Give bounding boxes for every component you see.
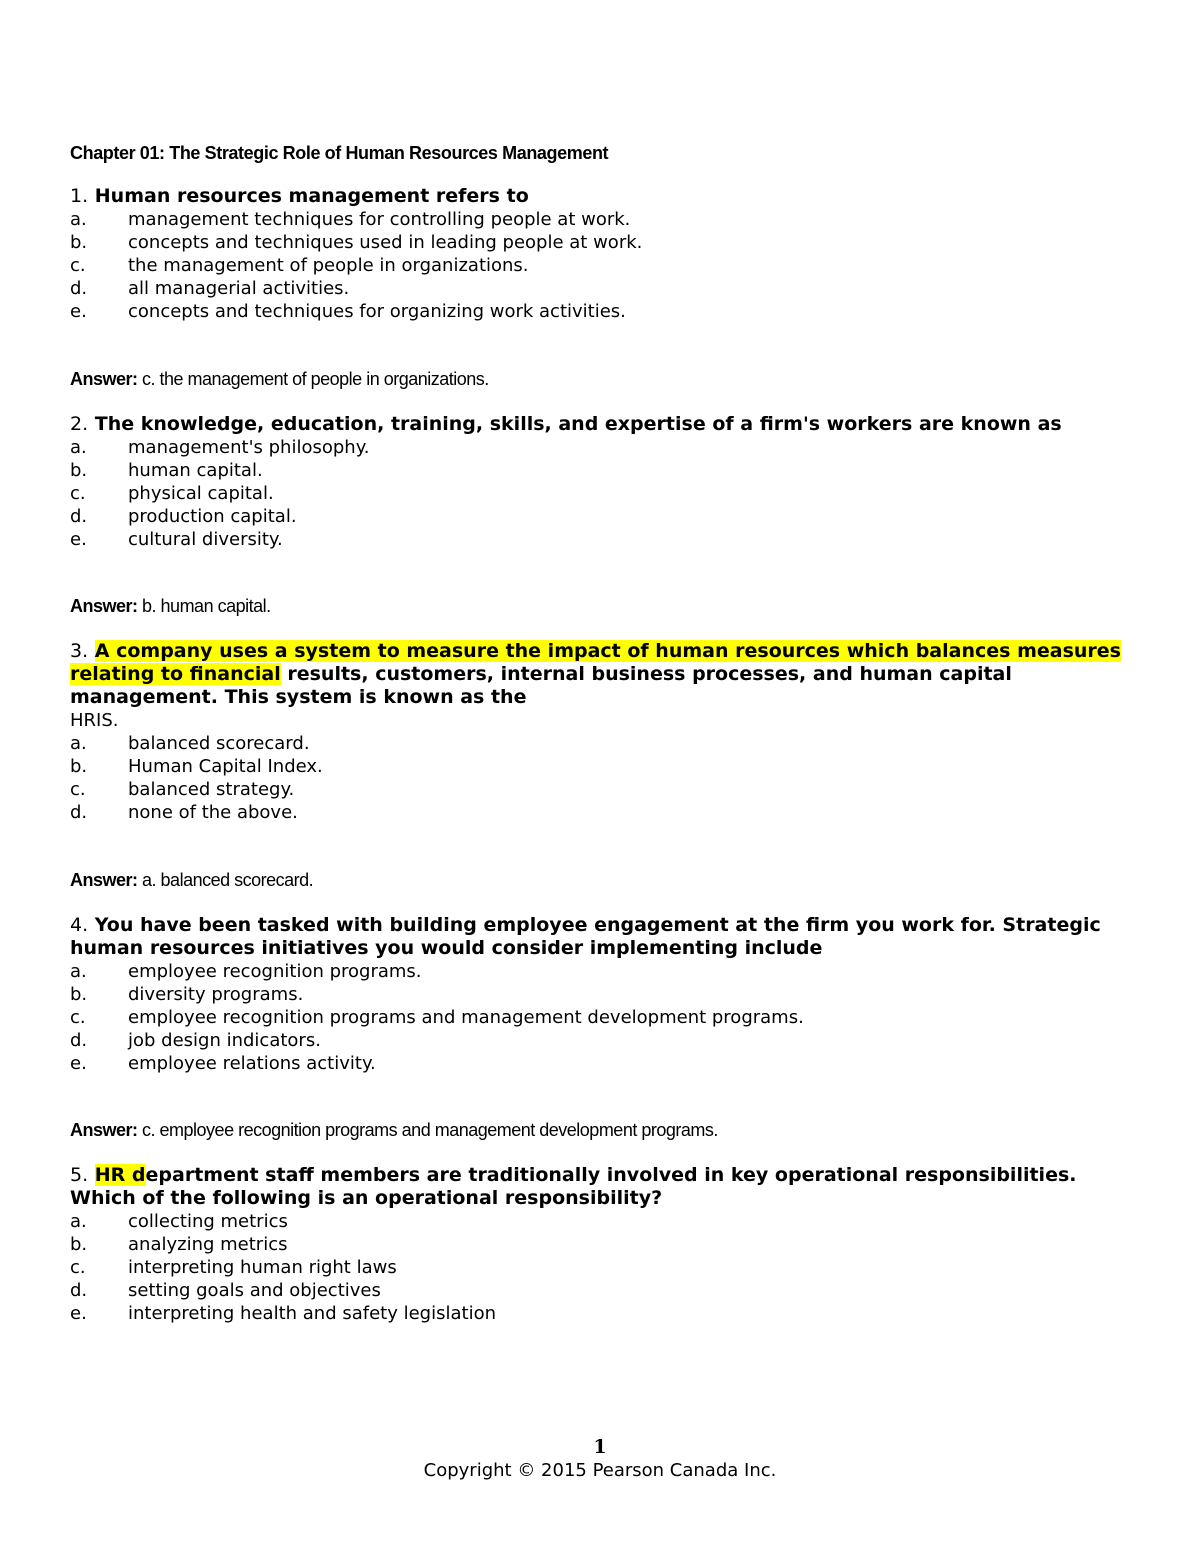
question-stem: [70, 640, 1140, 709]
option-letter: c.: [70, 1007, 86, 1028]
option-text: concepts and techniques used in leading people at work.: [128, 232, 643, 253]
question-3: [70, 640, 1140, 824]
option-text: production capital.: [128, 506, 297, 527]
option-item: [70, 254, 1140, 277]
option-text: cultural diversity.: [128, 529, 283, 550]
option-text: balanced strategy.: [128, 779, 295, 800]
option-item: [70, 482, 1140, 505]
option-letter: b.: [70, 232, 88, 253]
question-extra-text: HRIS.: [70, 710, 119, 731]
option-item: [70, 300, 1140, 323]
option-text: none of the above.: [128, 802, 298, 823]
answer-2: [70, 596, 271, 617]
option-list: [70, 960, 1140, 1075]
option-item: [70, 732, 1140, 755]
question-1: [70, 185, 1140, 323]
question-2: [70, 413, 1140, 551]
option-item: [70, 277, 1140, 300]
question-number: 4.: [70, 914, 89, 936]
option-text: collecting metrics: [128, 1211, 288, 1232]
option-text: concepts and techniques for organizing work activities.: [128, 301, 626, 322]
question-stem: [70, 1164, 1140, 1210]
option-text: management's philosophy.: [128, 437, 370, 458]
option-letter: a.: [70, 733, 87, 754]
option-letter: c.: [70, 255, 86, 276]
option-item: [70, 983, 1140, 1006]
option-item: [70, 436, 1140, 459]
question-number: 3.: [70, 640, 89, 662]
highlighted-text: A company uses a system to measure the impact of human resources which balances measures relating to financial: [70, 640, 1121, 685]
option-item: [70, 208, 1140, 231]
option-text: all managerial activities.: [128, 278, 350, 299]
answer-label: Answer:: [70, 1120, 138, 1140]
question-number: 5.: [70, 1164, 89, 1186]
answer-3: [70, 870, 313, 891]
option-text: job design indicators.: [128, 1030, 321, 1051]
option-letter: c.: [70, 1257, 86, 1278]
answer-text: a. balanced scorecard.: [142, 870, 314, 890]
question-text: You have been tasked with building employee engagement at the firm you work for. Strategic human resources initiatives you would consider implementing include: [70, 914, 1101, 959]
question-stem: [70, 914, 1140, 960]
option-text: employee recognition programs and management development programs.: [128, 1007, 804, 1028]
option-item: [70, 1302, 1140, 1325]
option-item: [70, 1233, 1140, 1256]
option-item: [70, 801, 1140, 824]
answer-label: Answer:: [70, 870, 138, 890]
question-text: results, customers, internal business processes, and human capital management. This system is known as the: [70, 663, 1012, 708]
answer-text: b. human capital.: [142, 596, 271, 616]
option-text: the management of people in organizations.: [128, 255, 529, 276]
option-letter: e.: [70, 529, 87, 550]
highlighted-text: HR d: [94, 1164, 146, 1186]
option-letter: d.: [70, 802, 88, 823]
option-text: diversity programs.: [128, 984, 304, 1005]
option-letter: d.: [70, 278, 88, 299]
option-letter: b.: [70, 756, 88, 777]
option-letter: a.: [70, 437, 87, 458]
option-letter: d.: [70, 1280, 88, 1301]
option-letter: c.: [70, 483, 86, 504]
option-letter: d.: [70, 1030, 88, 1051]
option-text: interpreting human right laws: [128, 1257, 397, 1278]
question-stem: [70, 413, 1140, 436]
answer-text: c. the management of people in organizations.: [142, 369, 489, 389]
option-item: [70, 1006, 1140, 1029]
option-item: [70, 1052, 1140, 1075]
option-item: [70, 1210, 1140, 1233]
option-text: employee recognition programs.: [128, 961, 422, 982]
question-stem: [70, 185, 1140, 208]
option-text: analyzing metrics: [128, 1234, 288, 1255]
option-list: [70, 436, 1140, 551]
option-letter: d.: [70, 506, 88, 527]
option-item: [70, 528, 1140, 551]
option-item: [70, 960, 1140, 983]
question-4: [70, 914, 1140, 1075]
chapter-title: Chapter 01: The Strategic Role of Human Resources Management: [70, 143, 609, 163]
option-item: [70, 755, 1140, 778]
answer-label: Answer:: [70, 596, 138, 616]
page-number: 1: [593, 1436, 607, 1458]
option-text: physical capital.: [128, 483, 274, 504]
option-letter: e.: [70, 1053, 87, 1074]
option-item: [70, 231, 1140, 254]
copyright-notice: Copyright © 2015 Pearson Canada Inc.: [423, 1460, 777, 1481]
option-text: balanced scorecard.: [128, 733, 310, 754]
option-item: [70, 505, 1140, 528]
option-letter: b.: [70, 1234, 88, 1255]
option-letter: c.: [70, 779, 86, 800]
option-letter: e.: [70, 301, 87, 322]
option-letter: b.: [70, 984, 88, 1005]
question-text: The knowledge, education, training, skills, and expertise of a firm's workers are known as: [94, 413, 1062, 435]
option-item: [70, 1029, 1140, 1052]
answer-label: Answer:: [70, 369, 138, 389]
option-item: [70, 1279, 1140, 1302]
question-number: 1.: [70, 185, 89, 207]
option-letter: a.: [70, 209, 87, 230]
option-item: [70, 1256, 1140, 1279]
option-list: [70, 208, 1140, 323]
option-list: [70, 732, 1140, 824]
option-letter: e.: [70, 1303, 87, 1324]
question-5: [70, 1164, 1140, 1325]
option-text: employee relations activity.: [128, 1053, 376, 1074]
answer-text: c. employee recognition programs and management development programs.: [142, 1120, 718, 1140]
option-text: setting goals and objectives: [128, 1280, 381, 1301]
question-text: epartment staff members are traditionally involved in key operational responsibilities. Which of the following is an operational responsibility?: [70, 1164, 1077, 1209]
option-text: interpreting health and safety legislation: [128, 1303, 496, 1324]
option-text: management techniques for controlling people at work.: [128, 209, 631, 230]
option-item: [70, 459, 1140, 482]
option-letter: b.: [70, 460, 88, 481]
option-text: human capital.: [128, 460, 263, 481]
question-number: 2.: [70, 413, 89, 435]
answer-4: [70, 1120, 718, 1141]
option-list: [70, 1210, 1140, 1325]
question-text: Human resources management refers to: [94, 185, 529, 207]
option-letter: a.: [70, 961, 87, 982]
option-letter: a.: [70, 1211, 87, 1232]
option-item: [70, 778, 1140, 801]
answer-1: [70, 369, 489, 390]
option-text: Human Capital Index.: [128, 756, 323, 777]
